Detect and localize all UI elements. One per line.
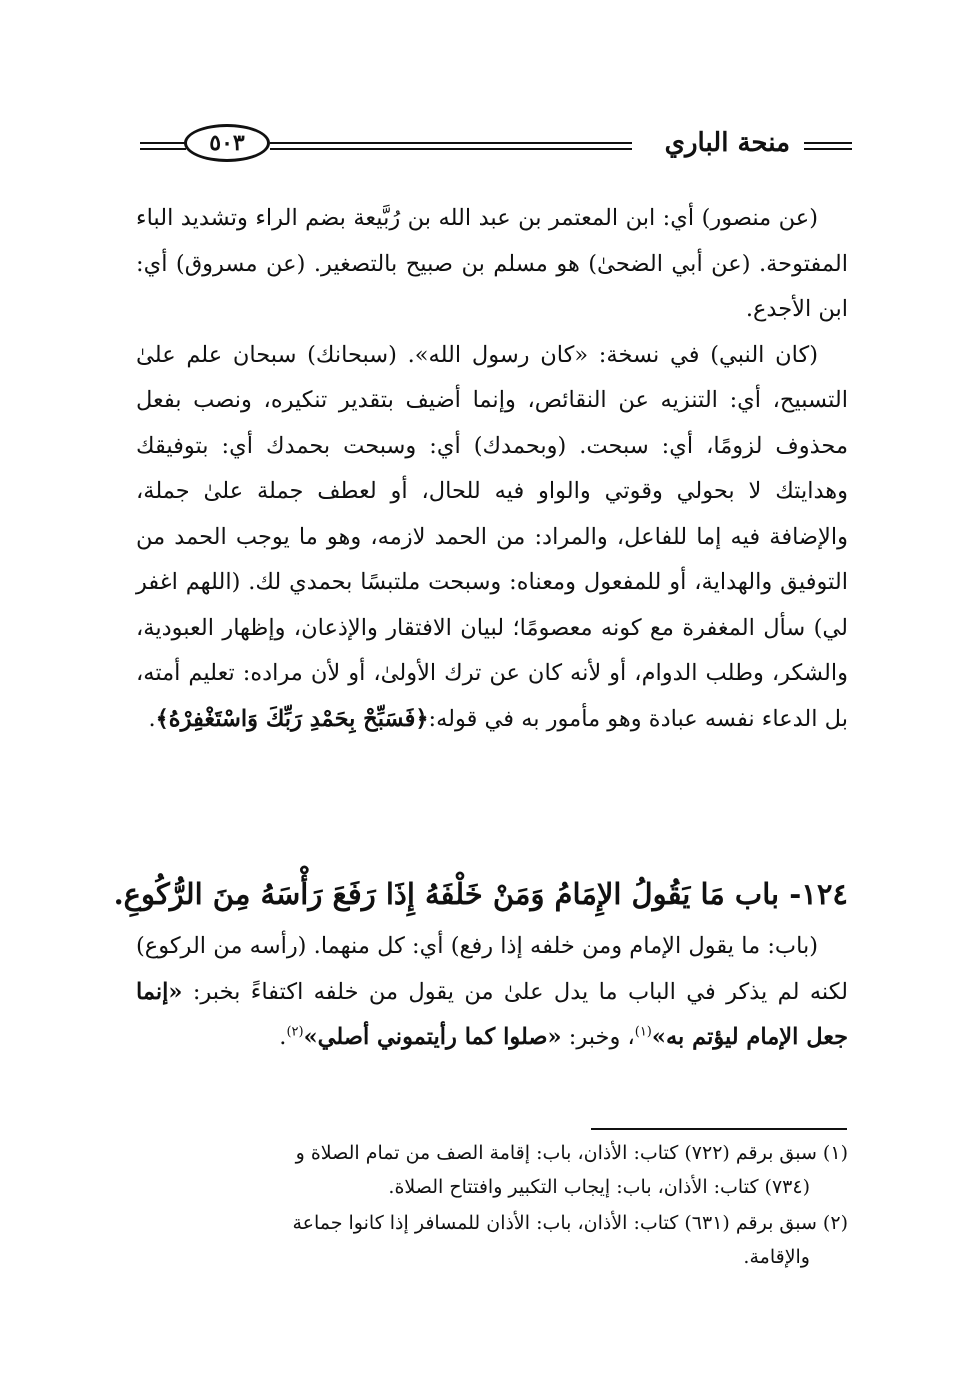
footnote-2-line-2: والإقامة. [743,1246,810,1268]
paragraph-narrators: (عن منصور) أي: ابن المعتمر بن عبد الله بن رُبَّيعة بضم الراء وتشديد الباء المفتوحة. (عن أبي الضحىٰ) هو مسلم بن صبيح بالتصغير. (عن مسروق) أي: ابن الأجدع. [136,205,848,322]
header-rule-right [804,142,852,144]
header-rule-right-2 [804,148,852,150]
header-rule-left-2 [140,148,186,150]
chapter-text-2: ، وخبر: [561,1024,635,1050]
paragraph-explanation [136,333,848,743]
header-rule-middle [270,142,632,144]
footnote-2-line-1: (٢) سبق برقم (٦٣١) كتاب: الأذان، باب: الأذان للمسافر إذا كانوا جماعة [292,1212,848,1234]
commentary-text [136,196,848,742]
footnote-ref-1: (١) [634,1024,652,1040]
footnote-2 [130,1206,848,1274]
verse-end: . [148,705,156,732]
footnote-1 [130,1136,848,1204]
footnote-ref-2: (٢) [286,1024,304,1040]
footnote-separator [591,1128,847,1130]
footnote-1-line-2: (٧٣٤) كتاب: الأذان، باب: إيجاب التكبير وافتتاح الصلاة. [388,1176,810,1198]
header-rule-left [140,142,186,144]
chapter-heading: ١٢٤- باب مَا يَقُولُ الإِمَامُ وَمَنْ خَلْفَهُ إِذَا رَفَعَ رَأْسَهُ مِنَ الرُّكُوعِ. [113,877,848,911]
chapter-text-1: (باب: ما يقول الإمام ومن خلفه إذا رفع) أي: كل منهما. (رأسه من الركوع) لكنه لم يذكر في الباب ما يدل علىٰ من يقول من خلفه اكتفاءً بخبر: [136,933,848,1005]
chapter-commentary [136,924,848,1061]
chapter-paragraph [136,924,848,1061]
header-rule-middle-2 [270,148,632,150]
page-number: ٥٠٣ [184,124,270,162]
footnotes [130,1136,848,1276]
quran-verse: ﴿فَسَبِّحْ بِحَمْدِ رَبِّكَ وَاسْتَغْفِرْهُ﴾ [155,705,429,732]
chapter-text-3: . [279,1024,287,1050]
hadith-quote-1: «إنما جعل الإمام ليؤتم به» [136,978,848,1050]
page-header [140,118,852,170]
hadith-quote-2: «صلوا كما رأيتموني أصلي» [303,1024,562,1050]
book-title: منحة الباري [664,128,790,158]
paragraph-explanation-text: (كان النبي) في نسخة: «كان رسول الله». (سبحانك) سبحان علم علىٰ التسبيح، أي: التنزيه عن النقائص، وإنما أضيف بتقدير تنكيره، ونصب بفعل محذوف لزومًا، أي: سبحت. (وبحمدك) أي: وسبحت بحمدك أي: بتوفيقك وهدايتك لا بحولي وقوتي والواو فيه للحال، أو لعطف جملة علىٰ جملة، والإضافة فيه إما للفاعل، والمراد: من الحمد لازمه، وهو ما يوجب الحمد من التوفيق والهداية، أو للمفعول ومعناه: وسبحت ملتبسًا بحمدي لك. (اللهم اغفر لي) سأل المغفرة مع كونه معصومًا؛ لبيان الافتقار والإذعان، وإظهار العبودية، والشكر، وطلب الدوام، أو لأنه كان عن ترك الأولىٰ، أو لأن مراده: تعليم أمته، بل الدعاء نفسه عبادة وهو مأمور به في قوله: [136,341,848,732]
footnote-1-line-1: (١) سبق برقم (٧٢٢) كتاب: الأذان، باب: إقامة الصف من تمام الصلاة و [295,1142,848,1164]
